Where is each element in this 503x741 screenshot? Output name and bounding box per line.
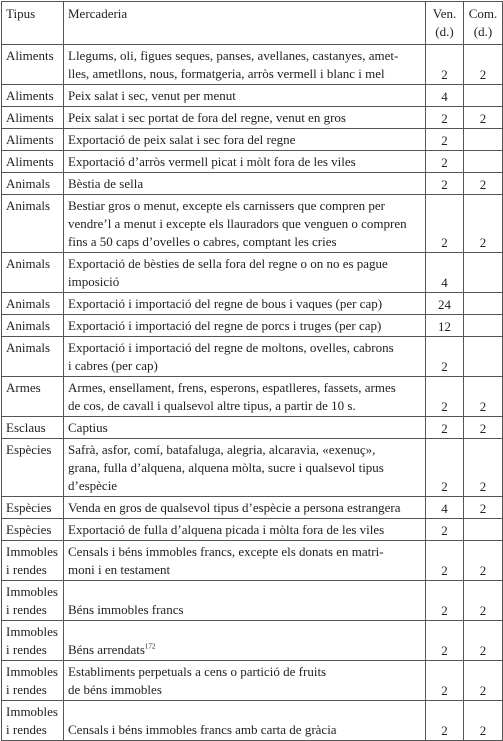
table-row: [2, 173, 503, 195]
cell-mercaderia: [64, 151, 426, 173]
cell-tipus: [2, 417, 64, 439]
cell-tipus-text: Animals: [6, 340, 51, 355]
table-row: [2, 701, 503, 741]
table-row: [2, 151, 503, 173]
table-row: [2, 337, 503, 377]
cell-tipus: [2, 151, 64, 173]
cell-ven: 2: [426, 581, 464, 621]
cell-mercaderia: [64, 85, 426, 107]
cell-tipus-text: Immobles: [6, 704, 58, 719]
cell-com: 2: [464, 417, 503, 439]
cell-ven: 24: [426, 293, 464, 315]
table-row: [2, 581, 503, 621]
cell-tipus: [2, 337, 64, 377]
cell-mercaderia-text: Exportació de peix salat i sec fora del regne: [68, 132, 296, 147]
table-row: [2, 45, 503, 85]
cell-mercaderia-text: Exportació i importació del regne de bous i vaques (per cap): [68, 296, 383, 311]
cell-tipus-text: Aliments: [6, 110, 54, 125]
cell-tipus: [2, 173, 64, 195]
cell-mercaderia-text: Safrà, asfor, comí, batafaluga, alegria, alcaravia, «exenuç»,: [68, 442, 376, 457]
cell-mercaderia: [64, 337, 426, 377]
table-row: [2, 439, 503, 497]
header-com-line1: Com.: [468, 6, 498, 21]
cell-mercaderia: [64, 107, 426, 129]
cell-tipus-text: Animals: [6, 318, 51, 333]
cell-ven: 2: [426, 701, 464, 741]
cell-tipus-text: Animals: [6, 176, 51, 191]
cell-mercaderia-text-line2: i cabres (per cap): [68, 358, 158, 373]
cell-ven: 2: [426, 439, 464, 497]
cell-mercaderia-text: Bèstia de sella: [68, 176, 144, 191]
cell-tipus: [2, 519, 64, 541]
cell-tipus: [2, 195, 64, 253]
table-row: [2, 195, 503, 253]
table-row: [2, 621, 503, 661]
cell-ven: 2: [426, 661, 464, 701]
cell-ven: 2: [426, 195, 464, 253]
cell-mercaderia-text: Exportació i importació del regne de porcs i truges (per cap): [68, 318, 382, 333]
cell-mercaderia: [64, 621, 426, 661]
cell-tipus-text: Aliments: [6, 88, 54, 103]
cell-com: 2: [464, 377, 503, 417]
cell-mercaderia-text: Exportació de bèsties de sella fora del regne o on no es pague: [68, 256, 388, 271]
header-tipus: Tipus: [2, 2, 64, 45]
cell-mercaderia: [64, 377, 426, 417]
cell-ven: 2: [426, 173, 464, 195]
cell-tipus-text: Espècies: [6, 500, 52, 515]
cell-tipus: [2, 45, 64, 85]
cell-com: [464, 129, 503, 151]
cell-mercaderia-text: Exportació d’arròs vermell picat i mòlt fora de les viles: [68, 154, 356, 169]
cell-tipus: [2, 315, 64, 337]
cell-mercaderia: [64, 195, 426, 253]
cell-tipus: [2, 621, 64, 661]
cell-mercaderia-text-main: Béns arrendats: [68, 642, 145, 657]
cell-mercaderia: [64, 497, 426, 519]
cell-ven: 2: [426, 417, 464, 439]
cell-com: 2: [464, 581, 503, 621]
table-row: [2, 377, 503, 417]
cell-com: [464, 85, 503, 107]
header-ven-line1: Ven.: [432, 6, 457, 21]
cell-tipus: [2, 581, 64, 621]
cell-tipus-text: Espècies: [6, 522, 52, 537]
cell-tipus-text-line2: i rendes: [6, 602, 47, 617]
cell-mercaderia: [64, 701, 426, 741]
cell-tipus: [2, 85, 64, 107]
cell-ven: 2: [426, 107, 464, 129]
header-ven-line2: (d.): [435, 24, 454, 39]
cell-com: 2: [464, 701, 503, 741]
cell-com: [464, 315, 503, 337]
table-row: [2, 293, 503, 315]
header-mercaderia: Mercaderia: [64, 2, 426, 45]
cell-tipus: [2, 661, 64, 701]
cell-tipus: [2, 541, 64, 581]
cell-tipus-text: Aliments: [6, 154, 54, 169]
table-row: [2, 519, 503, 541]
cell-mercaderia-text-line2: de cos, de cavall i qualsevol altre tipus, a partir de 10 s.: [68, 398, 356, 413]
cell-com: 2: [464, 107, 503, 129]
cell-mercaderia: [64, 417, 426, 439]
cell-tipus: [2, 377, 64, 417]
table-row: [2, 541, 503, 581]
cell-tipus-text: Aliments: [6, 48, 54, 63]
cell-com: [464, 293, 503, 315]
header-com-line2: (d.): [473, 24, 493, 39]
cell-com: 2: [464, 497, 503, 519]
cell-mercaderia-text-line3: d’espècie: [68, 478, 118, 493]
cell-mercaderia-text: Establiments perpetuals a cens o partició de fruits: [68, 664, 327, 679]
cell-tipus: [2, 701, 64, 741]
header-ven: [426, 2, 464, 45]
cell-com: 2: [464, 45, 503, 85]
cell-tipus-text-line2: i rendes: [6, 722, 47, 737]
cell-tipus-text: Aliments: [6, 132, 54, 147]
cell-ven: 4: [426, 85, 464, 107]
cell-mercaderia-text: Peix salat i sec, venut per menut: [68, 88, 236, 103]
cell-mercaderia-text: Captius: [68, 420, 108, 435]
cell-com: 2: [464, 541, 503, 581]
cell-mercaderia: [64, 581, 426, 621]
cell-tipus-text: Esclaus: [6, 420, 46, 435]
cell-mercaderia: [64, 173, 426, 195]
cell-com: 2: [464, 661, 503, 701]
header-com: [464, 2, 503, 45]
cell-mercaderia-text: Béns immobles francs: [68, 602, 184, 617]
cell-mercaderia: [64, 45, 426, 85]
cell-mercaderia: [64, 293, 426, 315]
cell-tipus-text: Espècies: [6, 442, 52, 457]
table-row: [2, 315, 503, 337]
table-row: [2, 129, 503, 151]
cell-mercaderia-text: Censals i béns immobles francs amb carta de gràcia: [68, 722, 337, 737]
cell-mercaderia: [64, 661, 426, 701]
cell-mercaderia-text: Exportació i importació del regne de moltons, ovelles, cabrons: [68, 340, 394, 355]
cell-mercaderia: [64, 315, 426, 337]
cell-tipus: [2, 439, 64, 497]
cell-mercaderia: [64, 519, 426, 541]
cell-mercaderia-text: Venda en gros de qualsevol tipus d’espècie a persona estrangera: [68, 500, 401, 515]
table-row: [2, 417, 503, 439]
cell-ven: 2: [426, 129, 464, 151]
cell-com: 2: [464, 195, 503, 253]
cell-mercaderia-text-line3: fins a 50 caps d’ovelles o cabres, comptant les cries: [68, 234, 337, 249]
cell-ven: 2: [426, 337, 464, 377]
cell-mercaderia-text: Peix salat i sec portat de fora del regne, venut en gros: [68, 110, 346, 125]
table-body: [2, 45, 503, 741]
cell-tipus-text: Immobles: [6, 584, 58, 599]
table-row: [2, 85, 503, 107]
tariff-table: [1, 1, 503, 741]
cell-tipus-text: Animals: [6, 256, 51, 271]
cell-mercaderia-text: [68, 641, 421, 659]
cell-tipus: [2, 293, 64, 315]
table-row: [2, 107, 503, 129]
table-row: [2, 661, 503, 701]
cell-tipus-text: Immobles: [6, 664, 58, 679]
cell-mercaderia-text: Llegums, oli, figues seques, panses, avellanes, castanyes, amet-: [68, 48, 399, 63]
cell-ven: 2: [426, 541, 464, 581]
cell-tipus: [2, 107, 64, 129]
cell-mercaderia: [64, 253, 426, 293]
cell-com: 2: [464, 173, 503, 195]
cell-tipus: [2, 253, 64, 293]
cell-tipus-text: Animals: [6, 296, 51, 311]
cell-com: 2: [464, 621, 503, 661]
header-row: [2, 2, 503, 45]
table-row: [2, 253, 503, 293]
cell-com: 2: [464, 439, 503, 497]
cell-com: [464, 519, 503, 541]
cell-mercaderia: [64, 439, 426, 497]
cell-tipus-text-line2: i rendes: [6, 682, 47, 697]
table-row: [2, 497, 503, 519]
cell-ven: 2: [426, 45, 464, 85]
cell-tipus-text: Animals: [6, 198, 51, 213]
cell-mercaderia-text-line2: vendre’l a menut i excepte els llauradors que venguen o compren: [68, 216, 407, 231]
cell-ven: 2: [426, 621, 464, 661]
cell-tipus-text-line2: i rendes: [6, 562, 47, 577]
cell-tipus-text: Immobles: [6, 544, 58, 559]
cell-ven: 2: [426, 519, 464, 541]
footnote-ref: 172: [144, 642, 156, 651]
cell-mercaderia-text-line2: moni i en testament: [68, 562, 171, 577]
cell-mercaderia-text-line2: de béns immobles: [68, 682, 162, 697]
cell-tipus: [2, 129, 64, 151]
cell-ven: 2: [426, 151, 464, 173]
cell-ven: 4: [426, 497, 464, 519]
cell-mercaderia-text: Exportació de fulla d’alquena picada i mòlta fora de les viles: [68, 522, 385, 537]
cell-mercaderia-text: Armes, ensellament, frens, esperons, espatlleres, fassets, armes: [68, 380, 396, 395]
cell-ven: 2: [426, 377, 464, 417]
cell-mercaderia-text-line2: grana, fulla d’alquena, alquena mòlta, sucre i qualsevol tipus: [68, 460, 384, 475]
cell-com: [464, 151, 503, 173]
cell-mercaderia: [64, 129, 426, 151]
cell-tipus-text: Armes: [6, 380, 41, 395]
cell-tipus-text: Immobles: [6, 624, 58, 639]
cell-com: [464, 337, 503, 377]
cell-ven: 4: [426, 253, 464, 293]
cell-com: [464, 253, 503, 293]
cell-mercaderia: [64, 541, 426, 581]
cell-tipus-text-line2: i rendes: [6, 642, 47, 657]
cell-ven: 12: [426, 315, 464, 337]
cell-mercaderia-text: Censals i béns immobles francs, excepte els donats en matri-: [68, 544, 384, 559]
cell-tipus: [2, 497, 64, 519]
cell-mercaderia-text: Bestiar gros o menut, excepte els carnissers que compren per: [68, 198, 385, 213]
cell-mercaderia-text-line2: imposició: [68, 274, 120, 289]
cell-mercaderia-text-line2: lles, ametllons, nous, formatgeria, arròs vermell i blanc i mel: [68, 66, 385, 81]
